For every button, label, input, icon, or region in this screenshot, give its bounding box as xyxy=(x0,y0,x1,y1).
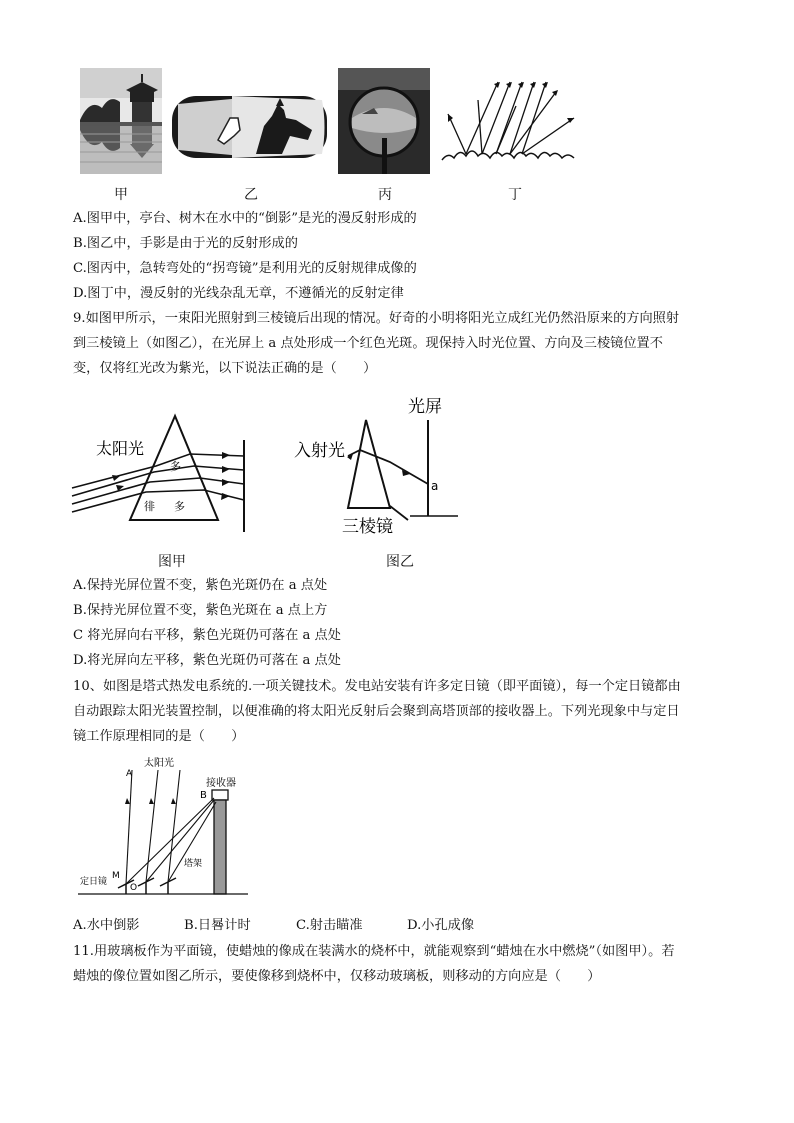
q8-option-b: B.图乙中，手影是由于光的反射形成的 xyxy=(73,236,298,251)
prism-glyph-2: 徘 xyxy=(144,500,155,513)
q8-option-a: A.图甲中，亭台、树木在水中的“倒影”是光的漫反射形成的 xyxy=(73,211,417,226)
figure-prism-red-light xyxy=(290,390,470,536)
prism-glyph-1: 多 xyxy=(170,460,181,473)
sunlight-label-2: 太阳光 xyxy=(144,758,174,769)
figure-prism-dispersion xyxy=(70,392,250,532)
q8-option-d: D.图丁中，漫反射的光线杂乱无章，不遵循光的反射定律 xyxy=(73,286,404,301)
receiver-label: 接收器 xyxy=(206,778,236,789)
sunlight-label: 太阳光 xyxy=(96,439,145,458)
q9-option-c: C 将光屏向右平移，紫色光斑仍可落在 a 点处 xyxy=(73,628,341,643)
q10-stem-line-3: 镜工作原理相同的是（ ） xyxy=(73,729,245,744)
q11-stem-line-2: 蜡烛的像位置如图乙所示，要使像移到烧杯中，仅移动玻璃板，则移动的方向应是（ ） xyxy=(73,969,601,984)
label-O: O xyxy=(130,883,138,893)
caption-yi: 乙 xyxy=(244,187,258,203)
caption-ding: 丁 xyxy=(508,187,522,203)
point-a-label: a xyxy=(431,479,439,493)
q10-option-d: D.小孔成像 xyxy=(407,918,475,933)
caption-jia: 甲 xyxy=(114,187,128,203)
diagram-diffuse-reflection xyxy=(438,78,576,166)
q10-stem-line-2: 自动跟踪太阳光装置控制，以便准确的将太阳光反射后会聚到高塔顶部的接收器上。下列光现象中与定日 xyxy=(73,704,680,719)
photo-pavilion-reflection xyxy=(80,68,162,174)
q9-option-d: D.将光屏向左平移，紫色光斑仍可落在 a 点处 xyxy=(73,653,341,668)
q10-stem-line-1: 10、如图是塔式热发电系统的.一项关键技术。发电站安装有许多定日镜（即平面镜），每一个定日镜都由 xyxy=(73,679,681,694)
label-M: M xyxy=(112,871,120,881)
q10-option-c: C.射击瞄准 xyxy=(296,918,363,933)
incident-light-label: 入射光 xyxy=(294,441,345,461)
label-B: B xyxy=(200,790,207,801)
caption-fig-jia: 图甲 xyxy=(158,554,186,570)
screen-label: 光屏 xyxy=(408,397,442,417)
caption-bing: 丙 xyxy=(378,187,392,203)
q9-stem-line-2: 到三棱镜上（如图乙），在光屏上 a 点处形成一个红色光斑。现保持入时光位置、方向及三棱镜位置不 xyxy=(73,336,663,351)
q10-option-a: A.水中倒影 xyxy=(73,918,140,933)
q10-option-b: B.日晷计时 xyxy=(184,918,251,933)
heliostat-label: 定日镜 xyxy=(80,877,108,887)
label-A: A xyxy=(126,769,133,779)
photo-convex-mirror xyxy=(338,68,430,174)
prism-label: 三棱镜 xyxy=(342,517,393,536)
prism-glyph-3: 多 xyxy=(174,500,185,513)
q8-option-c: C.图丙中，急转弯处的“拐弯镜”是利用光的反射规律成像的 xyxy=(73,261,417,276)
q9-option-b: B.保持光屏位置不变，紫色光斑在 a 点上方 xyxy=(73,603,328,618)
photo-hand-shadow xyxy=(172,96,327,158)
q11-stem-line-1: 11.用玻璃板作为平面镜，使蜡烛的像成在装满水的烧杯中，就能观察到“蜡烛在水中燃烧”（如图甲）。若 xyxy=(73,944,675,959)
tower-label: 塔架 xyxy=(184,859,203,869)
q9-option-a: A.保持光屏位置不变，紫色光斑仍在 a 点处 xyxy=(73,578,328,593)
q9-stem-line-3: 变，仅将红光改为紫光，以下说法正确的是（ ） xyxy=(73,361,377,376)
figure-solar-tower xyxy=(78,754,248,896)
q9-stem-line-1: 9.如图甲所示，一束阳光照射到三棱镜后出现的情况。好奇的小明将阳光立成红光仍然沿原来的方向照射 xyxy=(73,311,680,326)
caption-fig-yi: 图乙 xyxy=(386,554,414,570)
